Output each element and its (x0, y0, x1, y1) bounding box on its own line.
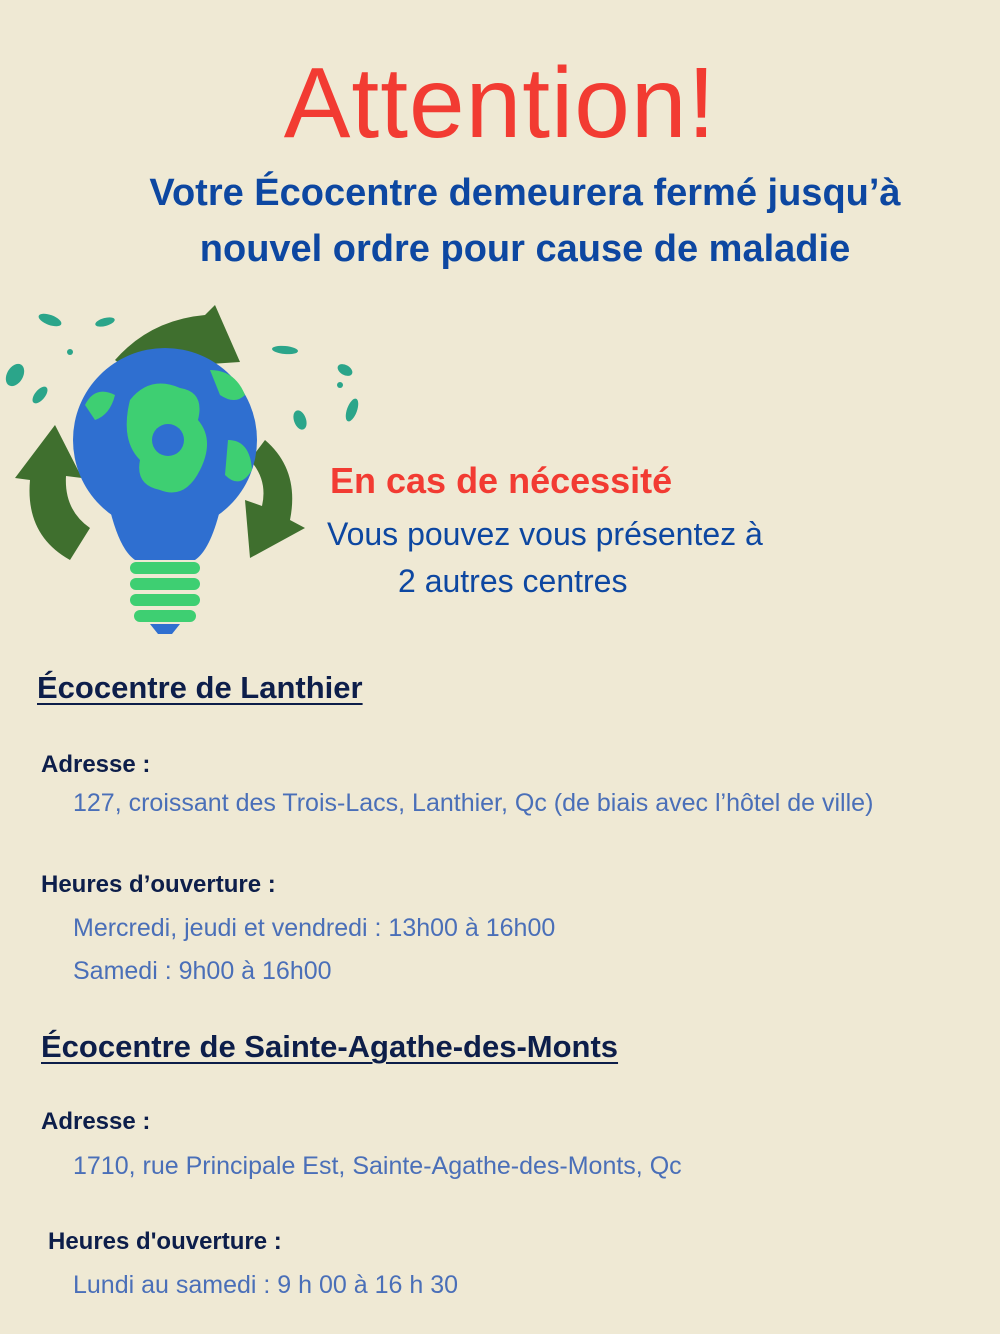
necessity-heading: En cas de nécessité (330, 460, 673, 501)
center-title-lanthier: Écocentre de Lanthier (37, 670, 363, 705)
address-value: 1710, rue Principale Est, Sainte-Agathe-des-Monts, Qc (73, 1152, 682, 1180)
hours-label: Heures d’ouverture : (41, 871, 276, 898)
closure-notice-line-1: Votre Écocentre demeurera fermé jusqu’à (149, 172, 901, 214)
hours-line: Samedi : 9h00 à 16h00 (73, 957, 332, 985)
recycling-globe-lightbulb-icon (0, 300, 370, 640)
address-value: 127, croissant des Trois-Lacs, Lanthier, Qc (de biais avec l’hôtel de ville) (73, 789, 874, 817)
closure-notice-line-2: nouvel ordre pour cause de maladie (199, 228, 851, 270)
hours-line: Lundi au samedi : 9 h 00 à 16 h 30 (73, 1271, 459, 1299)
address-label: Adresse : (41, 1108, 151, 1135)
center-title-sainte-agathe: Écocentre de Sainte-Agathe-des-Monts (41, 1029, 619, 1064)
alternative-info-line-1: Vous pouvez vous présentez à (327, 516, 763, 552)
page-title: Attention! (283, 47, 717, 159)
hours-line: Mercredi, jeudi et vendredi : 13h00 à 16h00 (73, 914, 556, 942)
address-label: Adresse : (41, 751, 151, 778)
hours-label: Heures d'ouverture : (48, 1228, 282, 1255)
alternative-info-line-2: 2 autres centres (398, 563, 628, 599)
